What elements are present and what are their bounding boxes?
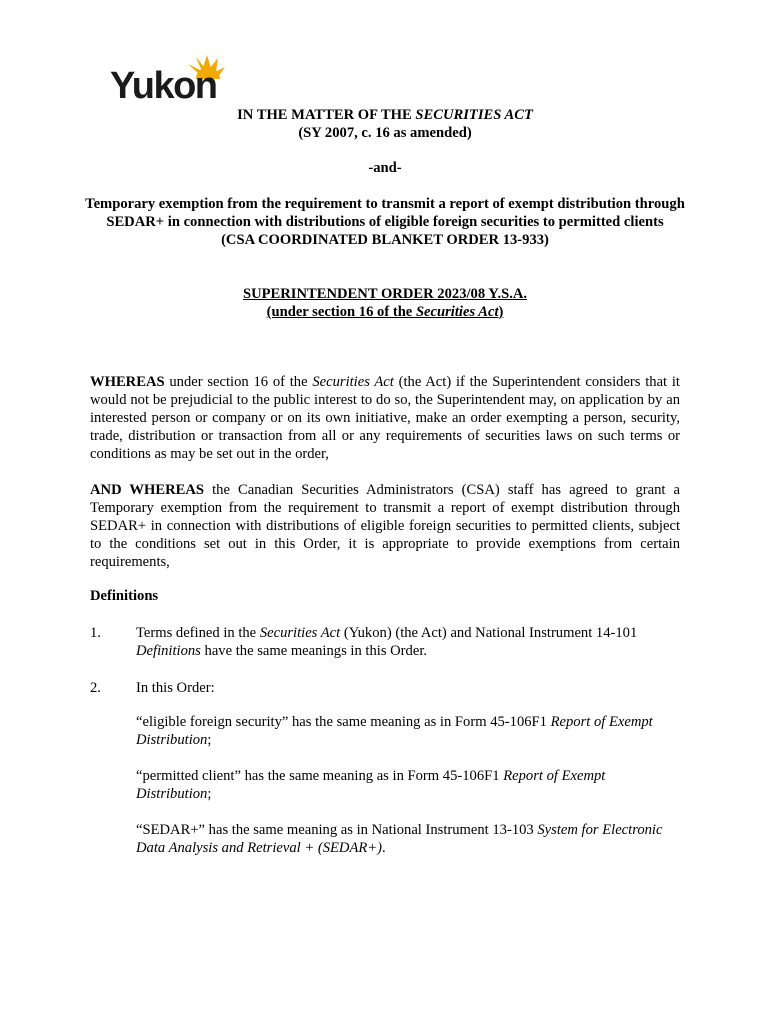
heading-matter-text: IN THE MATTER OF THE (237, 107, 416, 123)
order-subtitle-suffix: ) (498, 304, 504, 320)
and-whereas-paragraph (90, 481, 680, 571)
order-title: SUPERINTENDENT ORDER 2023/08 Y.S.A. (242, 286, 528, 302)
order-subtitle-prefix: (under section 16 of the (266, 304, 416, 320)
definition-text: “eligible foreign security” has the same meaning as in Form 45-106F1 (136, 714, 551, 730)
definition-sedar-plus (136, 821, 681, 857)
and-whereas-lead: AND WHEREAS (90, 482, 205, 498)
definition-suffix: . (382, 840, 386, 856)
definitions-heading: Definitions (90, 588, 159, 604)
whereas-lead: WHEREAS (90, 374, 165, 390)
whereas-text-1: under section 16 of the (164, 374, 313, 390)
item-2-text: In this Order: (136, 680, 215, 696)
heading-exemption-title (60, 195, 710, 249)
heading-citation: (SY 2007, c. 16 as amended) (298, 125, 472, 141)
definition-suffix: ; (207, 786, 212, 802)
item-1-definitions: Definitions (136, 643, 201, 659)
order-subtitle (60, 303, 710, 321)
heading-matter-act: SECURITIES ACT (415, 107, 533, 123)
definition-suffix: ; (207, 732, 212, 748)
blanket-order-text: (CSA COORDINATED BLANKET ORDER 13-933) (221, 232, 549, 248)
item-1-number: 1. (90, 625, 101, 641)
item-1-act: Securities Act (259, 625, 341, 641)
yukon-logo-graphic (110, 52, 230, 107)
item-1-text-3: have the same meanings in this Order. (200, 643, 428, 659)
exemption-title-text: Temporary exemption from the requirement to transmit a report of exempt distribution through SEDAR+ in connection with distributions of eligible foreign securities to permitted clients (85, 196, 685, 230)
whereas-act: Securities Act (312, 374, 394, 390)
definition-permitted-client (136, 767, 681, 803)
definition-text: “SEDAR+” has the same meaning as in National Instrument 13-103 (136, 822, 538, 838)
logo-wordmark: Yukon (110, 65, 217, 107)
whereas-paragraph (90, 373, 680, 463)
definition-eligible-foreign-security (136, 713, 681, 749)
yukon-logo (110, 52, 230, 107)
item-2-number: 2. (90, 680, 101, 696)
heading-matter (60, 106, 710, 124)
definition-reference: Report of Exempt Distribution (136, 714, 653, 748)
order-subtitle-act: Securities Act (415, 304, 499, 320)
heading-and: -and- (368, 160, 402, 176)
definition-text: “permitted client” has the same meaning as in Form 45-106F1 (136, 768, 504, 784)
item-1-text (136, 624, 681, 660)
definition-reference: System for Electronic Data Analysis and Retrieval + (SEDAR+) (136, 822, 663, 856)
whereas-text-2: (the Act) if the Superintendent considers that it would not be prejudicial to the public interest to do so, the Superintendent may, on application by an interested person or company or on its own initiative, make an order exempting a person, security, trade, distribution or transaction from all or any requirements of securities laws on such terms or conditions as may be set out in the order, (90, 374, 680, 462)
item-1-text-2: (Yukon) (the Act) and National Instrument 14-101 (340, 625, 638, 641)
item-1-text-1: Terms defined in the (136, 625, 260, 641)
definition-reference: Report of Exempt Distribution (136, 768, 606, 802)
and-whereas-text: the Canadian Securities Administrators (CSA) staff has agreed to grant a Temporary exemption from the requirement to transmit a report of exempt distribution through SEDAR+ in connection with distributions of eligible foreign securities to permitted clients, subject to the conditions set out in this Order, it is appropriate to provide exemptions from certain requirements, (90, 482, 680, 570)
